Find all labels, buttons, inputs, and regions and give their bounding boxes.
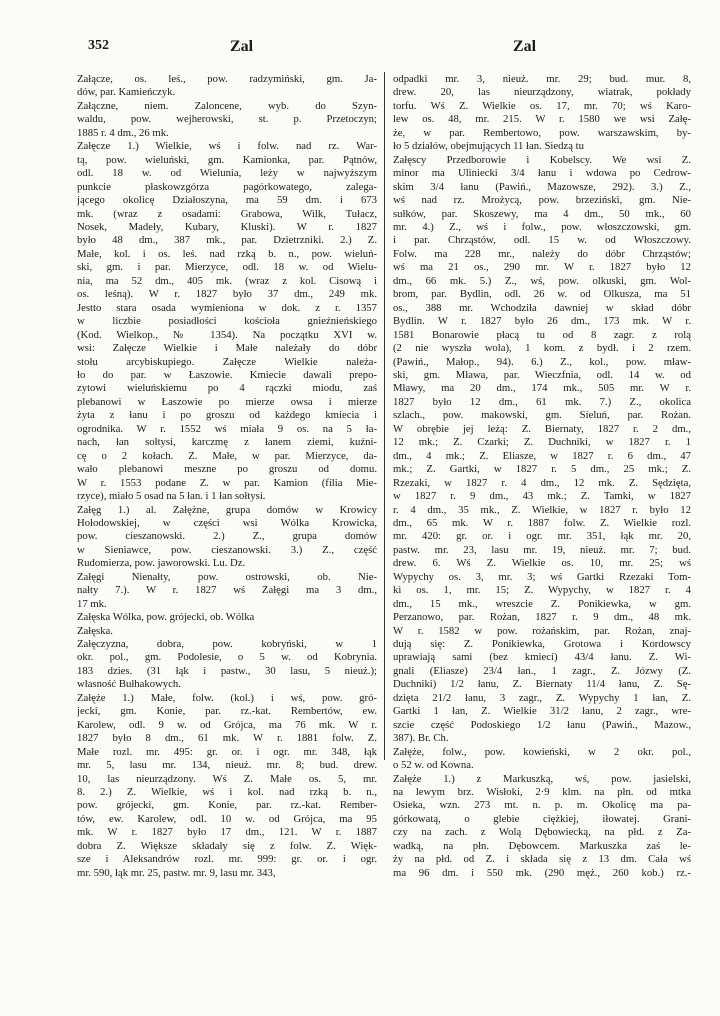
text-line: własność Bułhakowych.	[77, 678, 181, 691]
text-line: tów, ew. Karolew, odl. 10 w. od Grójca, ma 95	[77, 812, 377, 825]
text-line: mr. 420: gr. or. i ogr. mr. 351, łąk mr. 20,	[393, 530, 691, 543]
text-line: wało plebanowi meszne po groszu od domu.	[77, 463, 377, 476]
text-line: jącego okolicę Działoszyna, ma 59 dm. i 673	[77, 194, 377, 207]
text-line: Rzezaki, w 1827 r. 4 dm., 12 mk. Z. Sędzięta,	[393, 476, 691, 489]
text-line: w Sieniawce, pow. cieszanowski. 3.) Z., część	[77, 543, 377, 556]
text-line: Rudomierza, pow. jaworowski. Lu. Dz.	[77, 557, 246, 570]
running-head-left: Zal	[230, 38, 254, 55]
text-line: mr. 5, lasu mr. 134, nieuż. mr. 8; bud. drew.	[77, 759, 377, 772]
text-line: okr. pol., gm. Podolesie, o 5 w. od Kobrynia.	[77, 651, 377, 664]
text-line: Załęgi Nienałty, pow. ostrowski, ob. Nie-	[77, 570, 377, 583]
text-line: wadką, na płn. Dębowcem. Markuszka zaś le-	[393, 839, 691, 852]
text-line: ski, gm. i par. Mierzyce, odl. 18 w. od Wielu-	[77, 261, 377, 274]
text-line: nia, ma 52 dm., 405 mk. (wraz z kol. Cisową i	[77, 274, 377, 287]
left-text-column	[77, 73, 377, 880]
text-line: ogrodnika. W r. 1552 wś miała 9 os. na 5 ła-	[77, 422, 377, 435]
text-line: 1581 Bonarowie płacą tu od 8 zagr. z rolą	[393, 328, 691, 341]
text-line: pow. grójecki, gm. Konie, par. rz.-kat. Rember-	[77, 799, 377, 812]
text-line: 10, las nieurządzony. Wś Z. Małe os. 5, mr.	[77, 772, 377, 785]
text-line: ło do par. w Łaszowie. Kmiecie dawali prepo-	[77, 368, 377, 381]
text-line: ski, gm. Mława, par. Wieczfnia, odl. 14 w. od	[393, 368, 691, 381]
text-line: dm., 15 mk., wreszcie Z. Ponikiewka, w gm.	[393, 597, 691, 610]
text-line: Załęska.	[77, 624, 113, 637]
text-line: Małe rozl. mr. 495: gr. or. i ogr. mr. 348, łąk	[77, 745, 377, 758]
text-line: dują się: Z. Ponikiewka, Grotowa i Kordowscy	[393, 638, 691, 651]
text-line: brom, par. Bydlin, odl. 26 w. od Olkusza, ma 51	[393, 288, 691, 301]
text-line: 17 mk.	[77, 597, 107, 610]
text-line: W obrębie jej leżą: Z. Biernaty, 1827 r. 2 dm.,	[393, 422, 691, 435]
text-line: stołu arcybiskupiego. Załęcze Wielkie należa-	[77, 355, 377, 368]
text-line: dów, par. Kamieńczyk.	[77, 86, 176, 99]
text-line: odpadki mr. 3, nieuż. mr. 29; bud. mur. 8,	[393, 73, 691, 85]
text-line: ki os. 1, mr. 15; Z. Wypychy, w 1827 r. 4	[393, 584, 691, 597]
text-line: 1885 r. 4 dm., 26 mk.	[77, 126, 169, 139]
text-line: na lewym brz. Wisłoki, 2·9 klm. na płn. od mtka	[393, 786, 691, 799]
text-line: Załączne, niem. Zaloncene, wyb. do Szyn-	[77, 99, 377, 112]
text-line: Załęczyzna, dobra, pow. kobryński, w 1	[77, 638, 377, 651]
text-line: ma 96 dm. i 550 mk. (290 męż., 260 kob.) rz.-	[393, 866, 691, 879]
text-line: minor ma Uliniecki 3/4 łanu i wdowa po Cedrow-	[393, 167, 691, 180]
text-line: ży na płd. od Z. i składa się z 13 dm. Cała wś	[393, 853, 691, 866]
text-line: wś nad rz. Mrożycą, pow. brzeziński, gm. Nie-	[393, 194, 691, 207]
text-line: W r. 1553 podane Z. w par. Kamion (filia Mie-	[77, 476, 377, 489]
text-line: Załęscy Przedborowie i Kobelscy. We wsi Z.	[393, 153, 691, 166]
text-line: Karolew, odl. 9 w. od Grójca, ma 76 mk. W r.	[77, 718, 377, 731]
page-number: 352	[88, 38, 109, 53]
text-line: mk. (wraz z osadami: Grabowa, Wilk, Tułacz,	[77, 207, 377, 220]
text-line: Załęże, folw., pow. kowieński, w 2 okr. pol.,	[393, 745, 691, 758]
text-line: o 52 w. od Kowna.	[393, 759, 474, 772]
text-line: Załęska Wólka, pow. grójecki, ob. Wólka	[77, 611, 255, 624]
text-line: szlach., pow. makowski, gm. Sieluń, par. Rożan.	[393, 409, 691, 422]
text-line: uprawiają sami (bez kmieci) 43/4 łanu. Z. Wi-	[393, 651, 691, 664]
text-line: w liczbie posiadłości kościoła gnieźnieńskiego	[77, 315, 377, 328]
text-line: i par. Chrząstów, odl. 15 w. od Włoszczowy.	[393, 234, 691, 247]
text-line: mr. 4.) Z., wś i folw., pow. włoszczowski, gm.	[393, 220, 691, 233]
text-line: (Kod. Wielkop., № 1354). Na początku XVI w.	[77, 328, 377, 341]
text-line: że, w par. Rembertowo, pow. warszawskim, by-	[393, 126, 691, 139]
text-line: wś ma 21 os., 290 mr. W r. 1827 było 12	[393, 261, 691, 274]
text-line: Małe, kol. i os. leś. nad rzką b. n., pow. wieluń-	[77, 247, 377, 260]
text-line: nałty 7.). W r. 1827 wś Załęgi ma 3 dm.,	[77, 584, 377, 597]
text-line: os., 388 mr. Wchodziła dawniej w skład dóbr	[393, 301, 691, 314]
text-line: lew os. 48, mr. 215. W r. 1580 we wsi Załę-	[393, 113, 691, 126]
text-line: Załącze, os. leś., pow. radzymiński, gm. Ja-	[77, 73, 377, 85]
text-line: dzięta 21/2 łanu, 3 zagr., Z. Wypychy 1 łan, Z.	[393, 691, 691, 704]
text-line: sułków, par. Skoszewy, ma 4 dm., 50 mk., 60	[393, 207, 691, 220]
text-line: r. 4 dm., 35 mk., Z. Wielkie, w 1827 r. było 12	[393, 503, 691, 516]
text-line: torfu. Wś Z. Wielkie os. 17, mr. 70; wś Karo-	[393, 99, 691, 112]
text-line: Bydlin. W r. 1827 było 26 dm., 173 mk. W r.	[393, 315, 691, 328]
text-line: dm., 4 mk.; Z. Eliasze, w 1827 r. 6 dm., 47	[393, 449, 691, 462]
text-line: wsi: Załęcze Wielkie i Małe należały do dóbr	[77, 342, 377, 355]
text-line: cę o 2 kołach. Z. Małe, w par. Mierzyce, da-	[77, 449, 377, 462]
text-line: drew. 6. Wś Z. Wielkie os. 10, mr. 25; wś	[393, 557, 691, 570]
text-line: zytowi wieluńskiemu po 4 rączki miodu, zaś	[77, 382, 377, 395]
text-line: plebanowi w Łaszowie po mierze owsa i mierze	[77, 395, 377, 408]
text-line: 387). Br. Ch.	[393, 732, 449, 745]
text-line: żyta z łanu i po groszu od każdego kmiecia i	[77, 409, 377, 422]
text-line: Załęże 1.) Małe, folw. (kol.) i wś, pow. gró-	[77, 691, 377, 704]
column-divider	[384, 72, 385, 760]
text-line: os. leśną). W r. 1827 było 37 dm., 249 mk.	[77, 288, 377, 301]
text-line: tą, pow. wieluński, gm. Kamionka, par. Pątnów,	[77, 153, 377, 166]
text-line: ło 5 działów, obejmujących 11 łan. Siedzą tu	[393, 140, 584, 153]
text-line: Załęg 1.) al. Załężne, grupa domów w Krowicy	[77, 503, 377, 516]
text-line: górkowatą, o glebie ciężkiej, iłowatej. Grani-	[393, 812, 691, 825]
text-line: było 48 dm., 387 mk., par. Dzietrzniki. 2.) Z.	[77, 234, 377, 247]
text-line: (2 nie wyszła wola), 1 kom. z bydł. i 2 rzem.	[393, 342, 691, 355]
running-head-right: Zal	[513, 38, 537, 55]
text-line: 12 mk.; Z. Czarki; Z. Duchniki, w 1827 r. 1	[393, 436, 691, 449]
text-line: dobra Z. Większe składały się z folw. Z. Więk-	[77, 839, 377, 852]
text-line: mk. W r. 1827 było 17 dm., 121. W r. 1887	[77, 826, 377, 839]
text-line: Załęże 1.) z Markuszką, wś, pow. jasielski,	[393, 772, 691, 785]
right-text-column	[393, 73, 691, 880]
text-line: nach, łan sołtysi, karczmę z łanem ziemi, kuźni-	[77, 436, 377, 449]
text-line: dm., 65 mk. W r. 1887 folw. Z. Wielkie rozl.	[393, 516, 691, 529]
text-line: Folw. ma 228 mr., należy do dóbr Chrząstów;	[393, 247, 691, 260]
text-line: mr. 590, łąk mr. 25, pastw. mr. 9, lasu mr. 343,	[77, 866, 276, 879]
text-line: rzyce), miało 5 osad na 5 łan. i 1 łan sołtysi.	[77, 490, 266, 503]
text-line: Wypychy os. 3, mr. 3; wś Gartki Rzezaki Tom-	[393, 570, 691, 583]
text-line: Załęcze 1.) Wielkie, wś i folw. nad rz. War-	[77, 140, 377, 153]
text-line: pow. cieszanowski. 2.) Z., grupa domów	[77, 530, 377, 543]
text-line: w 1827 r. 9 dm., 43 mk.; Z. Tamki, w 1827	[393, 490, 691, 503]
text-line: Duchniki) 1/2 łanu, Z. Biernaty 11/4 łanu, Z. Sę-	[393, 678, 691, 691]
text-line: Jestto stara osada wymieniona w dok. z r. 1357	[77, 301, 377, 314]
text-line: Hołodowskiej, w części wsi Wólka Krowicka,	[77, 516, 377, 529]
text-line: W r. 1582 w pow. rożańskim, par. Rożan, znaj-	[393, 624, 691, 637]
text-line: sze i Aleksandrów rozl. mr. 999: gr. or. i ogr.	[77, 853, 377, 866]
text-line: Perzanowo, par. Rożan, 1827 r. 9 dm., 48 mk.	[393, 611, 691, 624]
text-line: 1827 było 8 dm., 61 mk. W r. 1881 folw. Z.	[77, 732, 377, 745]
text-line: drew. 20, las nieurządzony, wiatrak, pokłady	[393, 86, 691, 99]
text-line: 1827 było 12 dm., 61 mk. 7.) Z., okolica	[393, 395, 691, 408]
text-line: 8. 2.) Z. Wielkie, wś i kol. nad rzką b. n.,	[77, 786, 377, 799]
text-line: (Pawiń., Małop., 94). 6.) Z., kol., pow. mław-	[393, 355, 691, 368]
text-line: Gartki 1 łan, Z. Wielkie 31/2 łanu, 2 zagr., wre-	[393, 705, 691, 718]
text-line: waldu, pow. wejherowski, st. p. Przetoczyn;	[77, 113, 377, 126]
text-line: skim 3/4 łanu (Pawiń., Mazowsze, 292). 3.) Z.,	[393, 180, 691, 193]
text-line: dm., 66 mk. 5.) Z., wś, pow. olkuski, gm. Wol-	[393, 274, 691, 287]
text-line: mk.; Z. Gartki, w 1827 r. 5 dm., 25 mk.; Z.	[393, 463, 691, 476]
text-line: Osieka, wzn. 273 mt. n. p. m. Okolicę ma pa-	[393, 799, 691, 812]
text-line: gnali (Eliasze) 23/4 łan., 1 zagr., Z. Józwy (Z.	[393, 664, 691, 677]
text-line: odl. 18 w. od Wielunia, leży w najwyższym	[77, 167, 377, 180]
text-line: punkcie płaskowzgórza pagórkowatego, zalega-	[77, 180, 377, 193]
text-line: szcie część Podoskiego 1/2 łanu (Pawiń., Mazow.,	[393, 718, 691, 731]
text-line: Nosek, Madeły, Kubary, Kluski). W r. 1827	[77, 220, 377, 233]
text-line: czy na zach. z Wolą Dębowiecką, na płd. z Za-	[393, 826, 691, 839]
text-line: 183 dzies. (31 łąk i pastw., 30 lasu, 5 nieuż.);	[77, 664, 377, 677]
text-line: Mławy, ma 20 dm., 174 mk., 505 mr. W r.	[393, 382, 691, 395]
text-line: pastw. mr. 23, lasu mr. 19, nieuż. mr. 7; bud.	[393, 543, 691, 556]
text-line: jecki, gm. Konie, par. rz.-kat. Rembertów, ew.	[77, 705, 377, 718]
